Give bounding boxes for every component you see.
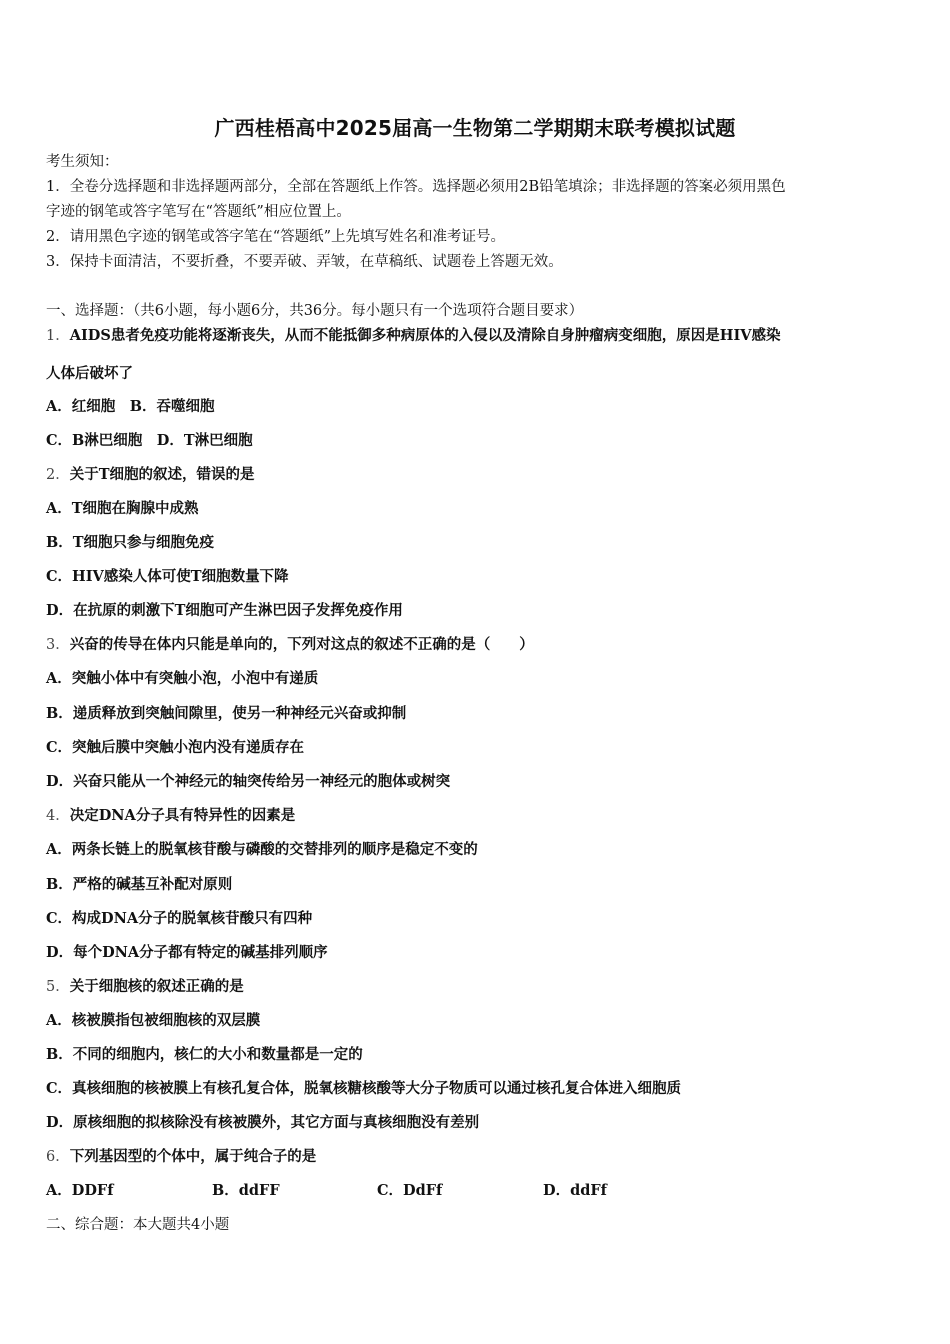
option-b: B．严格的碱基互补配对原则 (46, 876, 233, 893)
question-stem: 下列基因型的个体中，属于纯合子的是 (69, 1148, 317, 1165)
option-d: D．ddFf (543, 1182, 607, 1199)
option-row: A．红细胞 B．吞噬细胞 (46, 398, 215, 415)
option-b: B．T细胞只参与细胞免疫 (46, 534, 215, 551)
option-row: C．B淋巴细胞 D．T淋巴细胞 (46, 432, 253, 449)
option-b: B．不同的细胞内，核仁的大小和数量都是一定的 (46, 1046, 363, 1063)
option-a: A．核被膜指包被细胞核的双层膜 (46, 1012, 261, 1029)
question-number: 2． (46, 467, 70, 483)
notice-heading: 考生须知： (46, 154, 119, 170)
option-c: C．HIV感染人体可使T细胞数量下降 (46, 568, 289, 585)
option-c: C．真核细胞的核被膜上有核孔复合体，脱氧核糖核酸等大分子物质可以通过核孔复合体进入细胞质 (46, 1080, 682, 1097)
notice-item-3: 3．保持卡面清洁，不要折叠，不要弄破、弄皱，在草稿纸、试题卷上答题无效。 (46, 254, 563, 270)
page-title: 广西桂梧高中2025届高一生物第二学期期末联考模拟试题 (214, 116, 736, 140)
option-b: B．ddFF (212, 1182, 280, 1199)
option-c: C．构成DNA分子的脱氧核苷酸只有四种 (46, 910, 313, 927)
notice-item-1: 1．全卷分选择题和非选择题两部分，全部在答题纸上作答。选择题必须用2B铅笔填涂；非选择题的答案必须用黑色 (46, 179, 786, 195)
option-d: D．在抗原的刺激下T细胞可产生淋巴因子发挥免疫作用 (46, 602, 403, 619)
question-number: 3． (46, 637, 70, 653)
question-1-stem-cont: 人体后破坏了 (46, 365, 133, 382)
question-4 (46, 806, 295, 826)
question-stem: 兴奋的传导在体内只能是单向的，下列对这点的叙述不正确的是（ ） (69, 636, 534, 653)
question-5 (46, 977, 244, 997)
notice-item-2: 2．请用黑色字迹的钢笔或答字笔在“答题纸”上先填写姓名和准考证号。 (46, 229, 506, 245)
question-stem: 决定DNA分子具有特异性的因素是 (69, 807, 296, 824)
option-b: B．递质释放到突触间隙里，使另一种神经元兴奋或抑制 (46, 705, 407, 722)
question-stem: 关于T细胞的叙述，错误的是 (69, 466, 255, 483)
question-3 (46, 635, 534, 655)
section-2-heading: 二、综合题：本大题共4小题 (46, 1217, 230, 1233)
option-a: A．T细胞在胸腺中成熟 (46, 500, 199, 517)
option-d: D．每个DNA分子都有特定的碱基排列顺序 (46, 944, 328, 961)
question-6 (46, 1147, 316, 1167)
question-stem: 关于细胞核的叙述正确的是 (69, 978, 244, 995)
option-d: D．兴奋只能从一个神经元的轴突传给另一神经元的胞体或树突 (46, 773, 451, 790)
option-c: C．突触后膜中突触小泡内没有递质存在 (46, 739, 305, 756)
question-stem: AIDS患者免疫功能将逐渐丧失，从而不能抵御多种病原体的入侵以及清除自身肿瘤病变细胞，原因是HIV感染 (69, 327, 781, 344)
question-number: 5． (46, 979, 70, 995)
question-number: 1． (46, 328, 70, 344)
question-number: 4． (46, 808, 70, 824)
option-a: A．突触小体中有突触小泡，小泡中有递质 (46, 670, 319, 687)
option-d: D．原核细胞的拟核除没有核被膜外，其它方面与真核细胞没有差别 (46, 1114, 480, 1131)
option-a: A．两条长链上的脱氧核苷酸与磷酸的交替排列的顺序是稳定不变的 (46, 841, 478, 858)
section-1-heading: 一、选择题：（共6小题，每小题6分，共36分。每小题只有一个选项符合题目要求） (46, 303, 584, 319)
option-c: C．DdFf (377, 1182, 443, 1199)
question-2 (46, 465, 255, 485)
notice-item-1-cont: 字迹的钢笔或答字笔写在“答题纸”相应位置上。 (46, 204, 351, 220)
question-number: 6． (46, 1149, 70, 1165)
question-1 (46, 326, 781, 346)
option-a: A．DDFf (46, 1182, 114, 1199)
